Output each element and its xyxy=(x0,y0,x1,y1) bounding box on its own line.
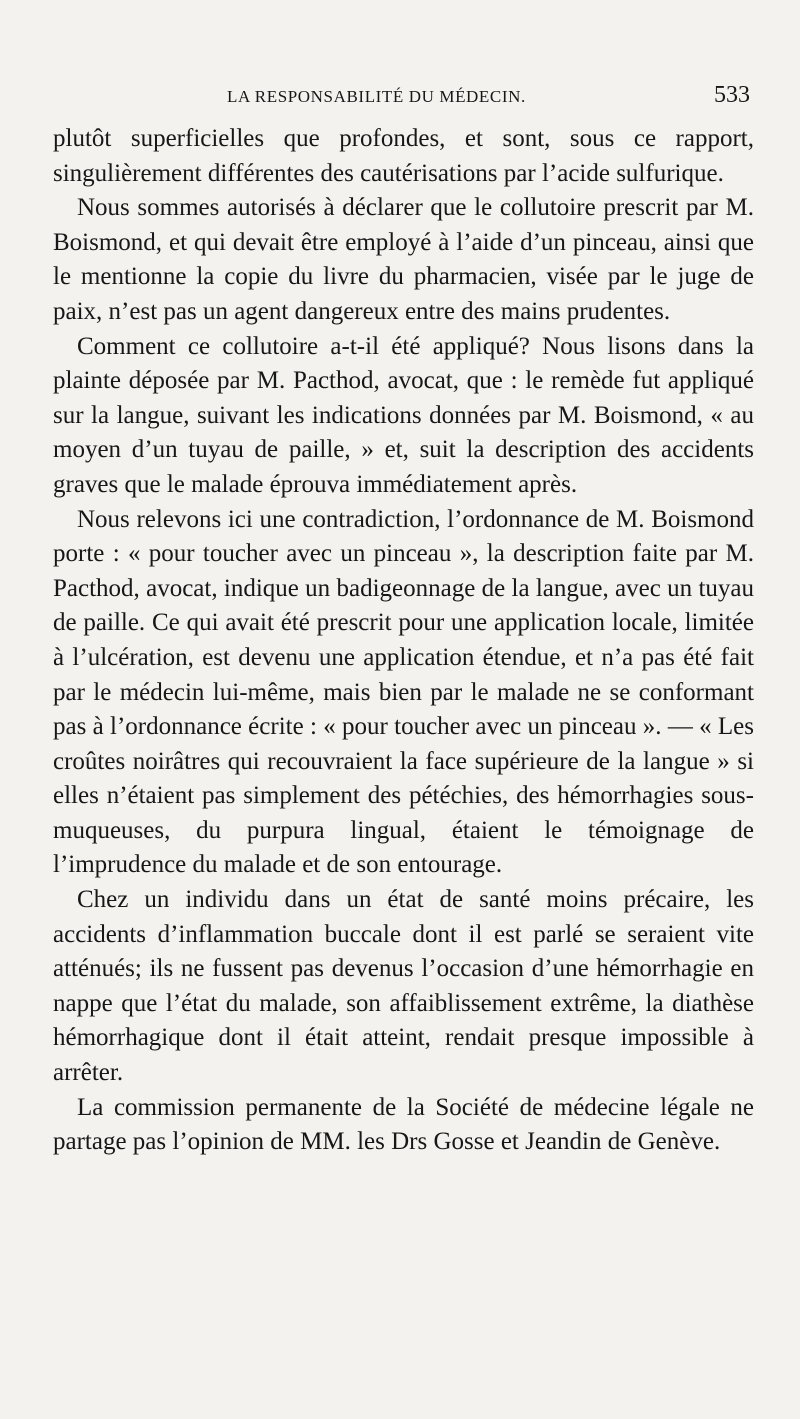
paragraph-individu: Chez un individu dans un état de santé moins précaire, les accidents d’inflammation buccale dont il est parlé se seraient vite atténués; ils ne fussent pas devenus l’occasion d’une hémorrhagie en nappe que l’état du malade, son affaiblissement extrême, la diathèse hémorrhagique dont il était atteint, rendait presque impossible à arrêter. xyxy=(53,886,754,1087)
body-text xyxy=(53,122,754,1160)
paragraph-continued: plutôt superficielles que profondes, et sont, sous ce rapport, singulièrement différentes des cautérisations par l’acide sulfurique. xyxy=(53,125,754,187)
running-head-title: LA RESPONSABILITÉ DU MÉDECIN. xyxy=(227,87,526,106)
running-head xyxy=(53,82,754,122)
page-number: 533 xyxy=(714,82,750,108)
paragraph-collutoire: Nous sommes autorisés à déclarer que le collutoire prescrit par M. Boismond, et qui devait être employé à l’aide d’un pinceau, ainsi que le mentionne la copie du livre du pharmacien, visée par le juge de paix, n’est pas un agent dangereux entre des mains prudentes. xyxy=(53,194,754,325)
paragraph-commission: La commission permanente de la Société de médecine légale ne partage pas l’opinion de MM. les Drs Gosse et Jeandin de Genève. xyxy=(53,1093,754,1156)
paragraph-contradiction: Nous relevons ici une contradiction, l’ordonnance de M. Boismond porte : « pour toucher avec un pinceau », la description faite par M. Pacthod, avocat, indique un badigeonnage de la langue, avec un tuyau de paille. Ce qui avait été prescrit pour une application locale, limitée à l’ulcération, est devenu une application étendue, et n’a pas été fait par le médecin lui-même, mais bien par le malade ne se conformant pas à l’ordonnance écrite : « pour toucher avec un pinceau ». — « Les croûtes noirâtres qui recouvraient la face supérieure de la langue » si elles n’étaient pas simplement des pétéchies, des hémorrhagies sous-muqueuses, du purpura lingual, étaient le témoignage de l’imprudence du malade et de son entourage. xyxy=(53,505,754,879)
paragraph-application: Comment ce collutoire a-t-il été appliqué? Nous lisons dans la plainte déposée par M. Pacthod, avocat, que : le remède fut appliqué sur la langue, suivant les indications données par M. Boismond, « au moyen d’un tuyau de paille, » et, suit la description des accidents graves que le malade éprouva immédiatement après. xyxy=(53,332,754,498)
